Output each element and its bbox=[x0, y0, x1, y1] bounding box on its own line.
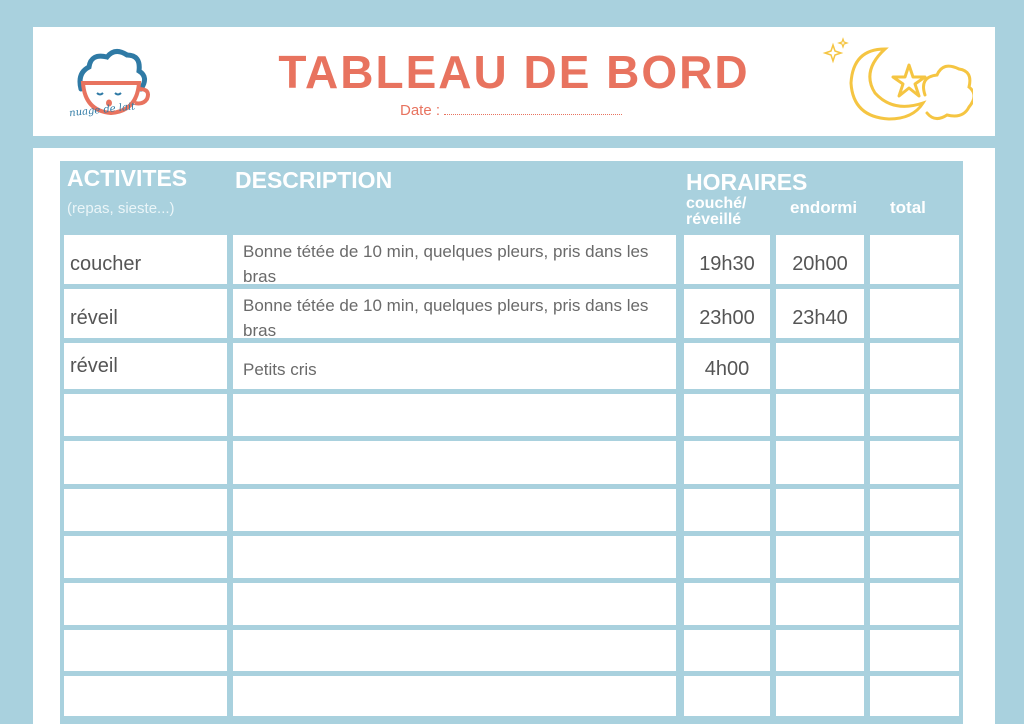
cell-activite[interactable] bbox=[64, 536, 227, 578]
cell-couche[interactable]: 23h00 bbox=[684, 289, 770, 338]
col-header-total: total bbox=[890, 198, 926, 217]
cell-endormi[interactable] bbox=[776, 441, 864, 484]
cell-couche[interactable] bbox=[684, 441, 770, 484]
col-header-endormi: endormi bbox=[790, 198, 858, 217]
cell-couche[interactable] bbox=[684, 536, 770, 578]
cell-endormi[interactable] bbox=[776, 343, 864, 389]
cell-couche[interactable]: 19h30 bbox=[684, 235, 770, 284]
cell-couche[interactable] bbox=[684, 583, 770, 625]
header bbox=[33, 27, 995, 136]
cell-couche[interactable] bbox=[684, 489, 770, 531]
cell-endormi[interactable] bbox=[776, 676, 864, 716]
cell-total[interactable] bbox=[870, 441, 959, 484]
cell-description[interactable]: Bonne tétée de 10 min, quelques pleurs, pris dans les bras bbox=[233, 235, 676, 284]
cell-activite[interactable] bbox=[64, 441, 227, 484]
cell-activite[interactable] bbox=[64, 630, 227, 671]
date-field[interactable] bbox=[400, 102, 622, 119]
cell-activite[interactable]: coucher bbox=[64, 235, 227, 284]
cell-endormi[interactable] bbox=[776, 583, 864, 625]
cell-description[interactable] bbox=[233, 441, 676, 484]
cell-couche[interactable] bbox=[684, 630, 770, 671]
cell-total[interactable] bbox=[870, 394, 959, 436]
cell-description[interactable] bbox=[233, 536, 676, 578]
cell-activite[interactable] bbox=[64, 676, 227, 716]
cell-activite[interactable] bbox=[64, 394, 227, 436]
cell-description[interactable] bbox=[233, 630, 676, 671]
date-dotted-line bbox=[444, 106, 622, 115]
cell-total[interactable] bbox=[870, 676, 959, 716]
moon-star-cloud-icon bbox=[813, 35, 973, 130]
cell-endormi[interactable] bbox=[776, 630, 864, 671]
cell-couche[interactable] bbox=[684, 676, 770, 716]
col-header-couche-reveille: couché/ réveillé bbox=[686, 195, 747, 228]
cell-description[interactable] bbox=[233, 583, 676, 625]
col-header-description: DESCRIPTION bbox=[235, 167, 393, 193]
col-header-horaires: HORAIRES bbox=[686, 169, 808, 195]
cell-description[interactable] bbox=[233, 676, 676, 716]
cell-endormi[interactable] bbox=[776, 489, 864, 531]
cell-couche[interactable]: 4h00 bbox=[684, 343, 770, 389]
cell-endormi[interactable] bbox=[776, 394, 864, 436]
cell-total[interactable] bbox=[870, 343, 959, 389]
cell-total[interactable] bbox=[870, 489, 959, 531]
cell-activite[interactable] bbox=[64, 489, 227, 531]
page-title: TABLEAU DE BORD bbox=[278, 46, 750, 98]
date-label: Date : bbox=[400, 102, 441, 119]
cell-endormi[interactable]: 23h40 bbox=[776, 289, 864, 338]
cell-couche[interactable] bbox=[684, 394, 770, 436]
cell-activite[interactable] bbox=[64, 583, 227, 625]
cell-activite[interactable]: réveil bbox=[64, 289, 227, 338]
col-header-activites-sub: (repas, sieste...) bbox=[67, 200, 175, 217]
cell-description[interactable]: Petits cris bbox=[233, 343, 676, 389]
cell-total[interactable] bbox=[870, 536, 959, 578]
cell-endormi[interactable]: 20h00 bbox=[776, 235, 864, 284]
logo-text: nuage de lait bbox=[68, 101, 136, 120]
cell-total[interactable] bbox=[870, 289, 959, 338]
cell-total[interactable] bbox=[870, 630, 959, 671]
cell-description[interactable] bbox=[233, 394, 676, 436]
cell-description[interactable] bbox=[233, 489, 676, 531]
cell-description[interactable]: Bonne tétée de 10 min, quelques pleurs, pris dans les bras bbox=[233, 289, 676, 338]
cell-activite[interactable]: réveil bbox=[64, 343, 227, 389]
col-header-activites: ACTIVITES bbox=[67, 165, 188, 191]
cell-total[interactable] bbox=[870, 235, 959, 284]
cell-total[interactable] bbox=[870, 583, 959, 625]
cell-endormi[interactable] bbox=[776, 536, 864, 578]
